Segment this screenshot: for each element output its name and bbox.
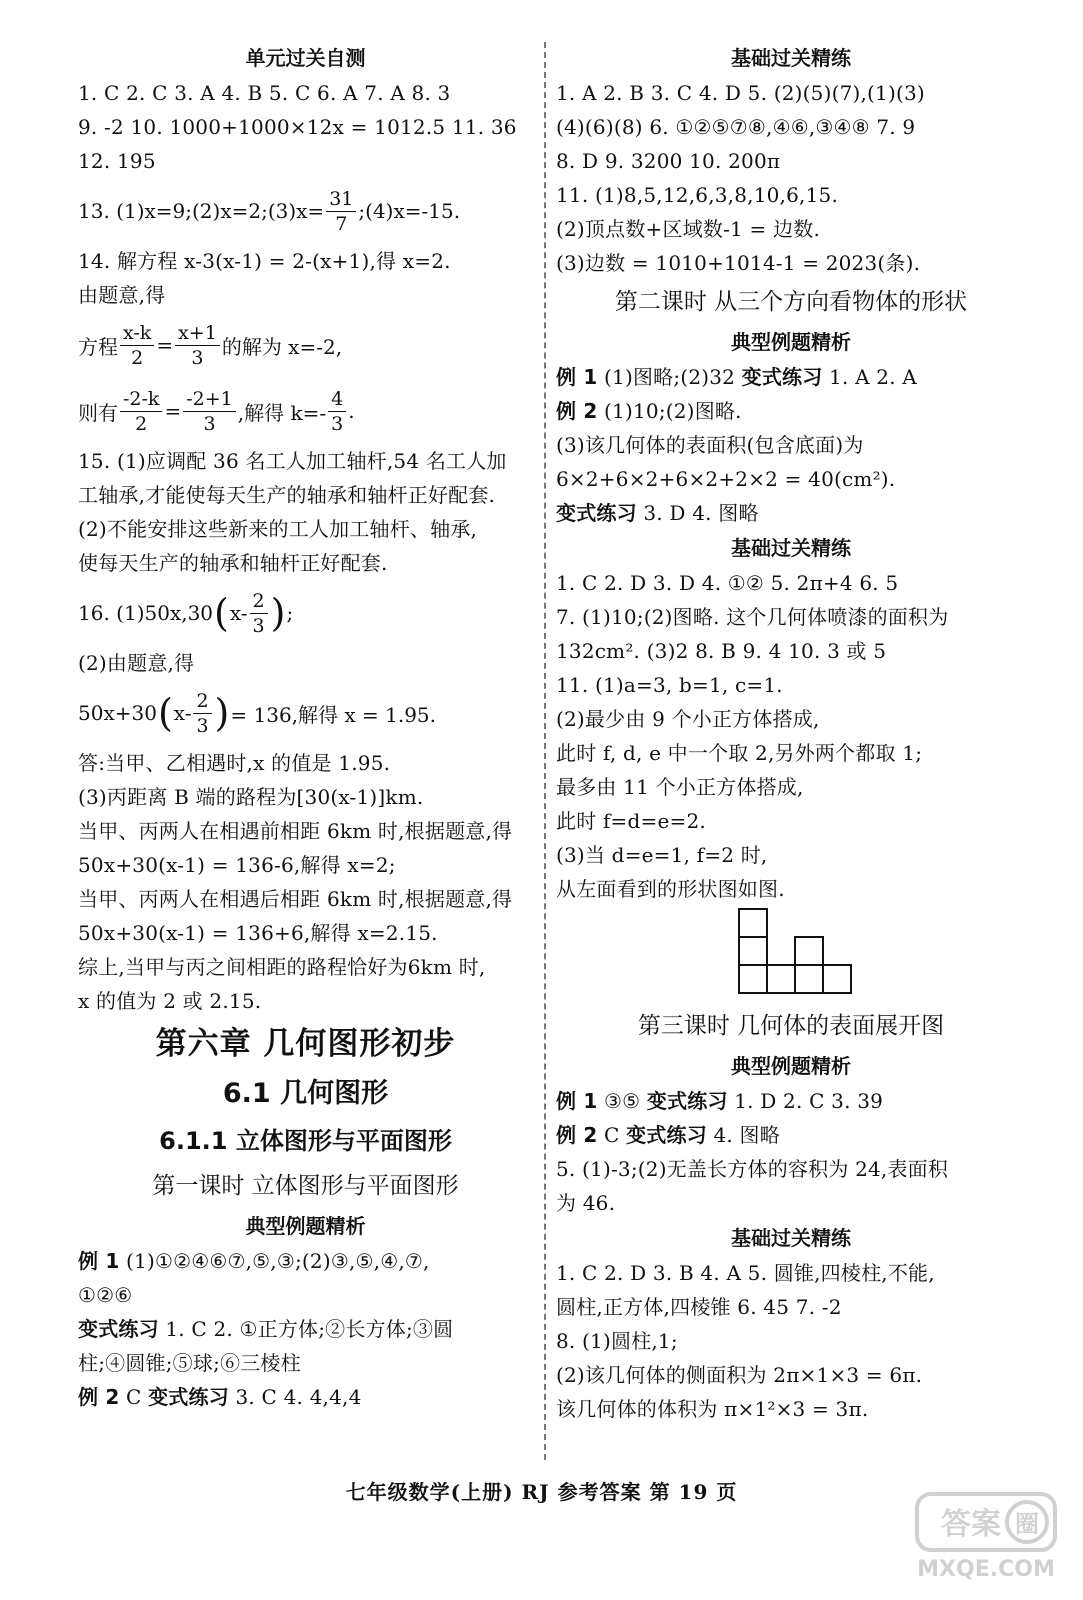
answer-line: 此时 f=d=e=2. xyxy=(556,809,706,833)
answer-line: 15. (1)应调配 36 名工人加工轴杆,54 名工人加 xyxy=(78,449,507,473)
basic-practice-heading: 基础过关精练 xyxy=(731,1226,851,1250)
example-line: 例 2 (1)10;(2)图略. xyxy=(556,399,742,423)
section-title: 6.1 几何图形 xyxy=(222,1078,389,1109)
fraction: $\frac{-2+1}{3}$ xyxy=(183,387,236,436)
answer-line: (2)顶点数+区域数-1 = 边数. xyxy=(556,217,821,241)
answer-line: 8. D 9. 3200 10. 200π xyxy=(556,149,781,173)
figure-cell xyxy=(738,964,768,994)
answer-line: 132cm². (3)2 8. B 9. 4 10. 3 或 5 xyxy=(556,639,887,663)
example-line: 例 2 C 变式练习 3. C 4. 4,4,4 xyxy=(78,1385,362,1409)
answer-line-fraction: 13. (1)x=9;(2)x=2;(3)x= $\frac{31}{7}$ ;(4)x=-15. xyxy=(78,187,461,235)
basic-practice-heading: 基础过关精练 xyxy=(731,46,851,70)
figure-cell xyxy=(738,936,768,966)
svg-text:答案: 答案 xyxy=(941,1507,1001,1542)
svg-text:MXQE.COM: MXQE.COM xyxy=(917,1557,1055,1582)
answer-line: (2)由题意,得 xyxy=(78,651,195,675)
answer-line: 1. C 2. D 3. D 4. ①② 5. 2π+4 6. 5 xyxy=(556,571,899,595)
answer-line: 11. (1)8,5,12,6,3,8,10,6,15. xyxy=(556,183,839,207)
answer-line: 1. C 2. C 3. A 4. B 5. C 6. A 7. A 8. 3 xyxy=(78,81,451,105)
lesson-title: 第一课时 立体图形与平面图形 xyxy=(152,1173,459,1199)
answer-line: 8. (1)圆柱,1; xyxy=(556,1329,678,1353)
answer-line: 1. C 2. D 3. B 4. A 5. 圆锥,四棱柱,不能, xyxy=(556,1261,935,1285)
left-view-figure xyxy=(738,908,858,998)
answer-line: 最多由 11 个小正方体搭成, xyxy=(556,775,804,799)
example-line: 例 1 (1)图略;(2)32 变式练习 1. A 2. A xyxy=(556,365,917,389)
answer-line: 答:当甲、乙相遇时,x 的值是 1.95. xyxy=(78,751,391,775)
answer-line: 当甲、丙两人在相遇前相距 6km 时,根据题意,得 xyxy=(78,819,513,843)
answer-line: 7. (1)10;(2)图略. 这个几何体喷漆的面积为 xyxy=(556,605,949,629)
answer-line: 此时 f, d, e 中一个取 2,另外两个都取 1; xyxy=(556,741,923,765)
answer-line: 9. -2 10. 1000+1000×12x = 1012.5 11. 36 xyxy=(78,115,517,139)
fraction: $\frac{x-k}{2}$ xyxy=(120,321,154,370)
exercise-line: 柱;④圆锥;⑤球;⑥三棱柱 xyxy=(78,1351,301,1375)
fraction: $\frac{31}{7}$ xyxy=(326,187,356,236)
answer-line-fraction: 50x+30 ( x- $\frac{2}{3}$ ) = 136,解得 x = 1.95. xyxy=(78,689,437,737)
answer-line: 圆柱,正方体,四棱锥 6. 45 7. -2 xyxy=(556,1295,842,1319)
figure-cell xyxy=(794,964,824,994)
answer-line: 50x+30(x-1) = 136-6,解得 x=2; xyxy=(78,853,396,877)
answer-line: 从左面看到的形状图如图. xyxy=(556,877,785,901)
example-line: 例 1 (1)①②④⑥⑦,⑤,③;(2)③,⑤,④,⑦, xyxy=(78,1249,430,1273)
answer-line: 综上,当甲与丙之间相距的路程恰好为6km 时, xyxy=(78,955,486,979)
chapter-title: 第六章 几何图形初步 xyxy=(155,1026,456,1062)
answer-line: (2)最少由 9 个小正方体搭成, xyxy=(556,707,820,731)
answer-line: (3)该几何体的表面积(包含底面)为 xyxy=(556,433,864,457)
answer-line: (2)该几何体的侧面积为 2π×1×3 = 6π. xyxy=(556,1363,923,1387)
column-divider xyxy=(544,42,546,1460)
examples-heading: 典型例题精析 xyxy=(731,1054,851,1078)
fraction: $\frac{-2-k}{2}$ xyxy=(120,387,162,436)
right-column xyxy=(556,40,1026,1426)
lesson-title: 第三课时 几何体的表面展开图 xyxy=(637,1013,945,1039)
exercise-line: 变式练习 3. D 4. 图略 xyxy=(556,501,759,525)
answer-line: 由题意,得 xyxy=(78,283,166,307)
answer-line: (3)边数 = 1010+1014-1 = 2023(条). xyxy=(556,251,921,275)
answer-line: 5. (1)-3;(2)无盖长方体的容积为 24,表面积 xyxy=(556,1157,949,1181)
examples-heading: 典型例题精析 xyxy=(245,1214,366,1238)
fraction: $\frac{x+1}{3}$ xyxy=(175,321,220,370)
basic-practice-heading: 基础过关精练 xyxy=(731,536,851,560)
figure-cell xyxy=(766,964,796,994)
unit-test-heading: 单元过关自测 xyxy=(245,46,366,70)
subsection-title: 6.1.1 立体图形与平面图形 xyxy=(159,1127,452,1155)
fraction: $\frac{2}{3}$ xyxy=(193,689,211,738)
answer-line: 11. (1)a=3, b=1, c=1. xyxy=(556,673,783,697)
answer-line: 1. A 2. B 3. C 4. D 5. (2)(5)(7),(1)(3) xyxy=(556,81,925,105)
answer-line-fraction: 则有 $\frac{-2-k}{2}$ = $\frac{-2+1}{3}$ ,解得 k=- $\frac{4}{3}$ . xyxy=(78,387,355,435)
example-line: 例 1 ③⑤ 变式练习 1. D 2. C 3. 39 xyxy=(556,1089,884,1113)
examples-heading: 典型例题精析 xyxy=(731,330,851,354)
answer-line: 工轴承,才能使每天生产的轴承和轴杆正好配套. xyxy=(78,483,496,507)
answer-line: 为 46. xyxy=(556,1191,616,1215)
answer-line: (3)当 d=e=1, f=2 时, xyxy=(556,843,768,867)
watermark-logo xyxy=(911,1488,1061,1584)
lesson-title: 第二课时 从三个方向看物体的形状 xyxy=(614,289,968,315)
answer-line: 50x+30(x-1) = 136+6,解得 x=2.15. xyxy=(78,921,438,945)
answer-line: 14. 解方程 x-3(x-1) = 2-(x+1),得 x=2. xyxy=(78,249,451,273)
figure-cell xyxy=(822,964,852,994)
example-line: ①②⑥ xyxy=(78,1283,133,1307)
figure-cell xyxy=(738,908,768,938)
answer-line-fraction: 方程 $\frac{x-k}{2}$ = $\frac{x+1}{3}$ 的解为 x=-2, xyxy=(78,321,343,369)
page-footer: 七年级数学(上册) RJ 参考答案 第 19 页 xyxy=(345,1480,738,1504)
exercise-line: 变式练习 1. C 2. ①正方体;②长方体;③圆 xyxy=(78,1317,454,1341)
answer-line: (4)(6)(8) 6. ①②⑤⑦⑧,④⑥,③④⑧ 7. 9 xyxy=(556,115,916,139)
answer-line: 当甲、丙两人在相遇后相距 6km 时,根据题意,得 xyxy=(78,887,513,911)
answer-line: x 的值为 2 或 2.15. xyxy=(78,989,262,1013)
answer-line: 该几何体的体积为 π×1²×3 = 3π. xyxy=(556,1397,869,1421)
answer-line: 6×2+6×2+6×2+2×2 = 40(cm²). xyxy=(556,467,896,491)
figure-cell xyxy=(794,936,824,966)
fraction: $\frac{2}{3}$ xyxy=(250,589,268,638)
left-column xyxy=(78,40,533,1414)
svg-text:圈: 圈 xyxy=(1015,1510,1039,1538)
example-line: 例 2 C 变式练习 4. 图略 xyxy=(556,1123,780,1147)
answer-line: 使每天生产的轴承和轴杆正好配套. xyxy=(78,551,388,575)
answer-line: 12. 195 xyxy=(78,149,156,173)
answer-line-fraction: 16. (1)50x,30 ( x- $\frac{2}{3}$ ) ; xyxy=(78,589,294,637)
fraction: $\frac{4}{3}$ xyxy=(328,387,346,436)
answer-line: (2)不能安排这些新来的工人加工轴杆、轴承, xyxy=(78,517,478,541)
answer-line: (3)丙距离 B 端的路程为[30(x-1)]km. xyxy=(78,785,424,809)
